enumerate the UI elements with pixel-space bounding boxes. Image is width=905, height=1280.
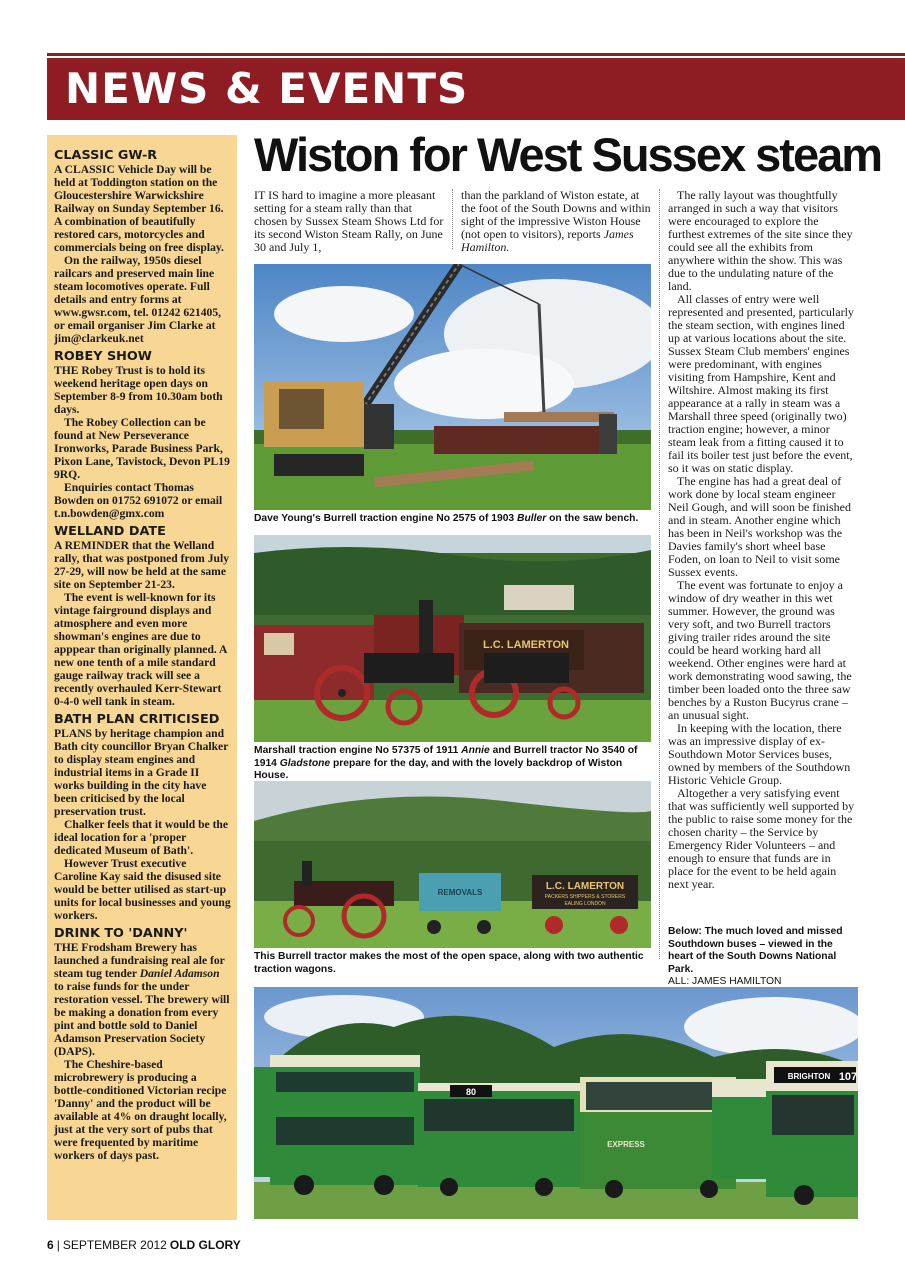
- text-run: THE Frodsham Brewery has launched a fundraising real ale for steam tug tender: [54, 941, 225, 980]
- photo-crane-saw-bench: [254, 264, 651, 510]
- news-sidebar: [47, 135, 237, 1220]
- text-run: Dave Young's Burrell traction engine No 2575 of 1903: [254, 513, 518, 524]
- wagon-lettering: L.C. LAMERTON: [545, 881, 625, 892]
- text-run: than the parkland of Wiston estate, at the foot of the South Downs and within sight of the impressive Wiston House (not open to visitors), reports: [461, 188, 651, 241]
- bus-destination: BRIGHTON: [787, 1072, 831, 1081]
- photo-caption: [254, 513, 654, 526]
- sidebar-paragraph: THE Robey Trust is to hold its weekend heritage open days on September 8-9 from 10.30am both days.: [54, 364, 223, 416]
- wagon-lettering: PACKERS SHIPPERS & STORERS: [544, 894, 626, 900]
- body-paragraph: The engine has had a great deal of work done by local steam engineer Neil Gough, and will soon be finished and in steam. Another engine which has been in Neil's workshop was the Davies family's short wheel base Foden, on loan to Neil to visit some Sussex events.: [668, 474, 851, 579]
- sidebar-paragraph: The Robey Collection can be found at New Perseverance Ironworks, Parade Business Park, Pixon Lane, Tavistock, Devon PL19 9RQ.: [54, 416, 230, 481]
- folio-separator: |: [56, 1238, 60, 1252]
- engine-name: Annie: [461, 745, 490, 756]
- photo-tractor-wagons: [254, 781, 651, 948]
- photo-caption: [668, 926, 860, 989]
- photo-credit: ALL: JAMES HAMILTON: [668, 976, 782, 987]
- article-headline: Wiston for West Sussex steam: [254, 128, 882, 181]
- sidebar-heading: ROBEY SHOW: [54, 349, 152, 364]
- sidebar-paragraph: The event is well-known for its vintage fairground displays and atmosphere and even more showman's engines are due to apppear than originally planned. A new one tenth of a mile standard gauge railway track will see a recently overhauled Kerr-Stewart 0-4-0 well tank in steam.: [54, 591, 227, 708]
- issue-date: SEPTEMBER 2012: [62, 1238, 167, 1252]
- engine-name: Buller: [517, 513, 547, 524]
- engine-name: Gladstone: [279, 757, 331, 769]
- body-paragraph: The event was fortunate to enjoy a window of dry weather in this wet summer. However, the ground was very soft, and two Burrell tractors giving trailer rides around the site could be heard working hard all weekend. Other engines were hard at work demonstrating wood sawing, the timber been loaded onto the three saw benches by a Ruston Bucyrus crane – an unusual sight.: [668, 578, 852, 722]
- text-run: on the saw bench.: [546, 513, 639, 524]
- sidebar-paragraph: On the railway, 1950s diesel railcars and preserved main line steam locomotives operate. Full details and entry forms at www.gwsr.com, tel. 01242 621405, or email organiser Jim Clarke at jim@clarkeuk.net: [54, 254, 222, 345]
- body-paragraph: In keeping with the location, there was an impressive display of ex-Southdown Motor Services buses, owned by members of the Southdown Historic Vehicle Group.: [668, 721, 851, 787]
- body-paragraph: Altogether a very satisfying event that was sufficiently well supported by the public to raise some money for the chosen charity – the Service by Emergency Rider Volunteers – and enough to ensure that funds are in place for the event to be held again next year.: [668, 786, 855, 891]
- wagon-lettering: L.C. LAMERTON: [483, 639, 569, 651]
- photo-caption: This Burrell tractor makes the most of the open space, along with two authentic traction wagons.: [254, 951, 644, 975]
- vessel-name: Daniel Adamson: [139, 967, 220, 980]
- photo-southdown-buses: [254, 987, 858, 1219]
- intro-column-1: IT IS hard to imagine a more pleasant setting for a steam rally than that chosen by Sussex Steam Shows Ltd for its second Wiston Steam Rally, on June 30 and July 1,: [254, 188, 444, 254]
- photo-caption: [254, 745, 654, 783]
- body-paragraph: All classes of entry were well represented and presented, particularly the steam section, with engines lined up at various locations about the site. Sussex Steam Club members' engines were predominant, with engines visiting from Hampshire, Kent and Wiltshire. Almost making its first appearance at a rally in steam was a Marshall three speed (originally two) traction engine; however, a minor steam leak from a fitting caused it to fail its boiler test just before the event, so it was on static display.: [668, 292, 854, 475]
- author-name: James Hamilton.: [461, 227, 634, 254]
- sidebar-paragraph: Chalker feels that it would be the ideal location for a 'proper dedicated Museum of Bath'.: [54, 818, 229, 857]
- sidebar-heading: WELLAND DATE: [54, 524, 166, 539]
- bus-brand-lettering: EXPRESS: [607, 1140, 645, 1149]
- sidebar-paragraph: A CLASSIC Vehicle Day will be held at Toddington station on the Gloucestershire Warwickshire Railway on Sunday September 16.: [54, 163, 224, 215]
- photo-engines-wiston-house: [254, 535, 651, 742]
- text-run: Below: The much loved and missed Southdown buses – viewed in the heart of the South Downs National Park.: [668, 926, 843, 975]
- text-run: to raise funds for the under restoration vessel. The brewery will be making a donation from every pint and bottle sold to Daniel Adamson Preservation Society (DAPS).: [54, 980, 230, 1058]
- sidebar-heading: DRINK TO 'DANNY': [54, 926, 188, 941]
- top-rule: [47, 53, 905, 56]
- sidebar-paragraph: The Cheshire-based microbrewery is producing a bottle-conditioned Victorian recipe 'Danny' and the product will be available at 4% on draught locally, just at the very sort of pubs that were frequented by maritime workers of days past.: [54, 1058, 227, 1162]
- text-run: Marshall traction engine No 57375 of 1911: [254, 745, 462, 756]
- column-divider: [452, 189, 453, 249]
- column-divider: [659, 189, 660, 959]
- page-folio: [47, 1238, 241, 1252]
- text-run: and Burrell tractor No 3540 of 1914: [254, 745, 638, 769]
- bus-route-number: 107: [838, 1071, 858, 1083]
- sidebar-paragraph: However Trust executive Caroline Kay said the disused site would be better utilised as start-up units for local businesses and young workers.: [54, 857, 231, 922]
- wagon-lettering: EALING LONDON: [564, 901, 606, 907]
- magazine-name: OLD GLORY: [169, 1238, 241, 1252]
- body-paragraph: The rally layout was thoughtfully arranged in such a way that visitors were encouraged to explore the furthest extremes of the site since they could see all the exhibits from anywhere within the show. This was due to the undulating nature of the land.: [668, 188, 853, 293]
- section-title: NEWS & EVENTS: [65, 64, 469, 113]
- sidebar-paragraph: PLANS by heritage champion and Bath city councillor Bryan Chalker to display steam engines and industrial items in a Grade II works building in the city have been criticised by the local preservation trust.: [54, 727, 229, 818]
- section-banner: [47, 58, 905, 120]
- bus-route-number: 80: [465, 1087, 477, 1097]
- intro-column-2: [461, 189, 656, 254]
- sidebar-heading: BATH PLAN CRITICISED: [54, 712, 220, 727]
- sidebar-heading: CLASSIC GW-R: [54, 148, 158, 163]
- text-run: prepare for the day, and with the lovely backdrop of Wiston House.: [254, 757, 623, 781]
- wagon-lettering: REMOVALS: [437, 888, 483, 897]
- sidebar-paragraph: A combination of beautifully restored cars, motorcycles and commercials being on free display.: [54, 215, 224, 254]
- page-number: 6: [47, 1238, 54, 1252]
- sidebar-paragraph: Enquiries contact Thomas Bowden on 01752 691072 or email t.n.bowden@gmx.com: [54, 481, 223, 520]
- sidebar-paragraph: [54, 941, 231, 1058]
- article-body: [668, 189, 858, 891]
- sidebar-paragraph: A REMINDER that the Welland rally, that was postponed from July 27-29, will now be held at the same site on September 21-23.: [54, 539, 229, 591]
